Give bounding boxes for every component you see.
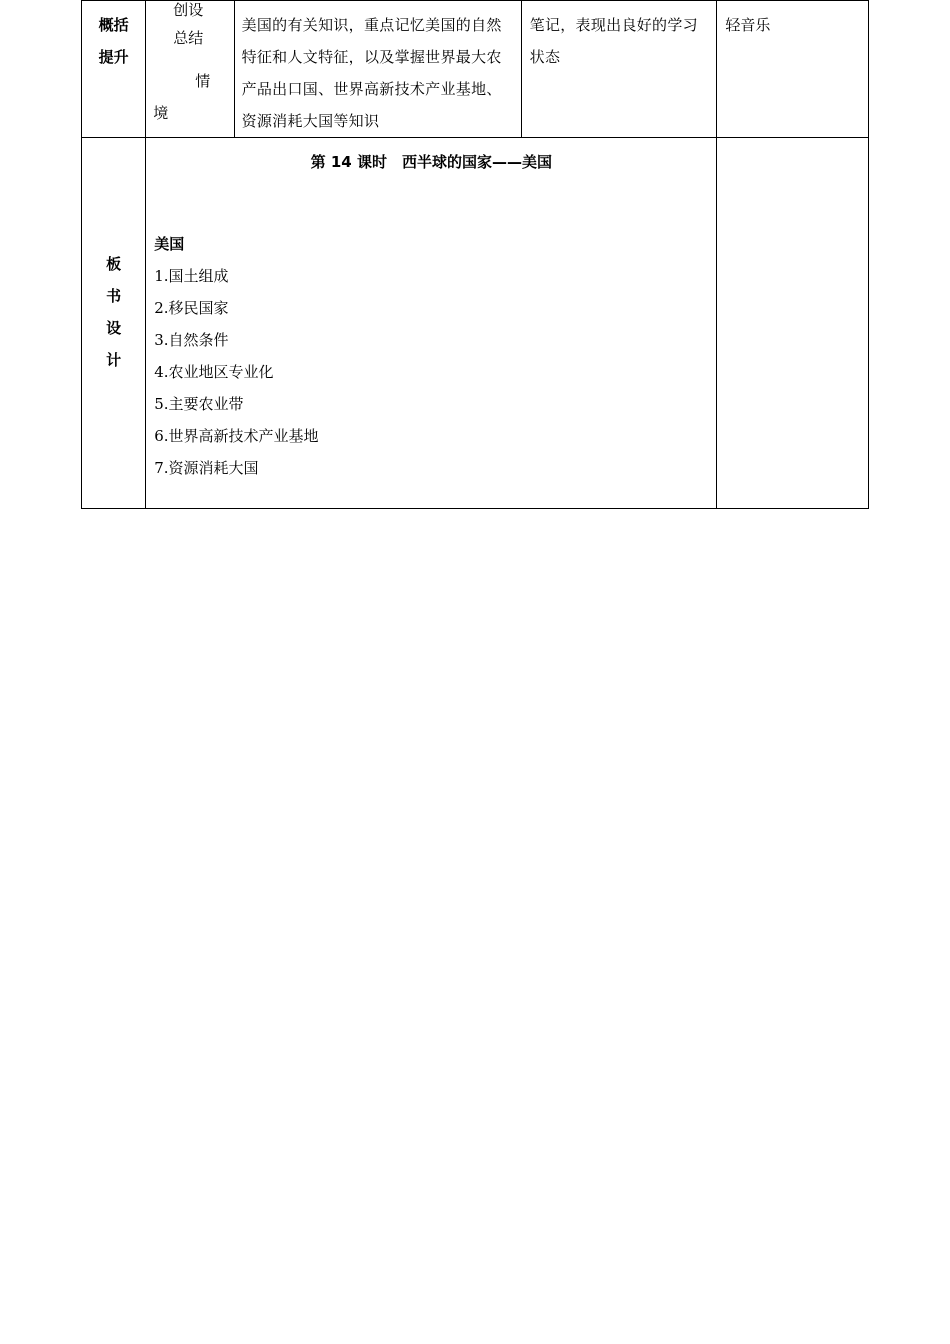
board-design-cell: [146, 138, 717, 509]
section-label-line: 提升: [98, 48, 129, 66]
board-item: 3.自然条件: [154, 331, 229, 349]
section-label-char: 板: [106, 255, 122, 273]
board-design: [146, 138, 716, 484]
board-subhead: 美国: [154, 235, 185, 253]
empty-media-cell: [717, 138, 869, 509]
board-item: 5.主要农业带: [154, 395, 244, 413]
section-label: [82, 138, 145, 376]
board-item: 2.移民国家: [154, 299, 229, 317]
activity-text-line: 境: [153, 104, 169, 122]
section-label-cell: [82, 138, 146, 509]
section-label-char: 书: [106, 287, 122, 305]
activity-text-line: 总结: [173, 29, 204, 47]
activity-text-line: 情: [195, 72, 211, 90]
teacher-activity-cell: [234, 1, 521, 138]
board-item: 1.国土组成: [154, 267, 229, 285]
media-cell: [717, 1, 869, 138]
section-label-cell: [82, 1, 146, 138]
activity-cell: [146, 1, 234, 138]
activity-text-line: 创设: [173, 1, 204, 19]
section-label: [82, 1, 145, 73]
section-label-char: 设: [106, 319, 122, 337]
section-label-char: 计: [106, 351, 122, 369]
table-row-summary: [82, 1, 869, 138]
board-item: 4.农业地区专业化: [154, 363, 274, 381]
teacher-activity-text: 美国的有关知识，重点记忆美国的自然特征和人文特征，以及掌握世界最大农产品出口国、世界高新技术产业基地、资源消耗大国等知识: [241, 16, 502, 130]
board-title: 第 14 课时 西半球的国家——美国: [310, 153, 552, 171]
board-item: 7.资源消耗大国: [154, 459, 259, 477]
lesson-plan-table: [81, 0, 869, 509]
student-activity-text: 笔记，表现出良好的学习状态: [529, 16, 698, 66]
board-item: 6.世界高新技术产业基地: [154, 427, 319, 445]
media-text: 轻音乐: [725, 16, 771, 34]
section-label-line: 概括: [98, 16, 129, 34]
student-activity-cell: [521, 1, 717, 138]
table-row-board-design: [82, 138, 869, 509]
